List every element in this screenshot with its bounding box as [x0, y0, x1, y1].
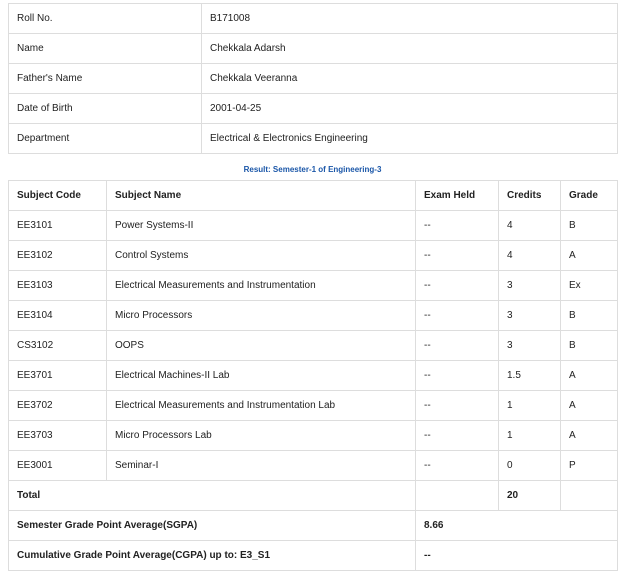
- total-grade: [561, 481, 618, 511]
- subject-code: EE3102: [9, 241, 107, 271]
- date-of-birth-value: 2001-04-25: [202, 94, 618, 124]
- table-row: [9, 421, 618, 451]
- credits: 1: [499, 391, 561, 421]
- credits: 1: [499, 421, 561, 451]
- grade: A: [561, 241, 618, 271]
- subject-name: Power Systems-II: [107, 211, 416, 241]
- subject-code: EE3702: [9, 391, 107, 421]
- grades-table: [8, 180, 618, 571]
- department-label: Department: [9, 124, 202, 154]
- sgpa-row: [9, 511, 618, 541]
- total-row: [9, 481, 618, 511]
- table-row: [9, 211, 618, 241]
- total-credits: 20: [499, 481, 561, 511]
- grade: A: [561, 361, 618, 391]
- student-info-table: [8, 3, 618, 154]
- subject-code: EE3703: [9, 421, 107, 451]
- credits: 1.5: [499, 361, 561, 391]
- table-row: [9, 391, 618, 421]
- subject-name: OOPS: [107, 331, 416, 361]
- date-of-birth-row: [9, 94, 618, 124]
- name-label: Name: [9, 34, 202, 64]
- subject-code: EE3001: [9, 451, 107, 481]
- grade: B: [561, 211, 618, 241]
- exam-held: --: [416, 331, 499, 361]
- roll-number-label: Roll No.: [9, 4, 202, 34]
- subject-name: Control Systems: [107, 241, 416, 271]
- father-name-label: Father's Name: [9, 64, 202, 94]
- grade-header: Grade: [561, 181, 618, 211]
- exam-held: --: [416, 421, 499, 451]
- name-value: Chekkala Adarsh: [202, 34, 618, 64]
- subject-name-header: Subject Name: [107, 181, 416, 211]
- subject-code: CS3102: [9, 331, 107, 361]
- credits: 3: [499, 331, 561, 361]
- exam-held: --: [416, 391, 499, 421]
- subject-code: EE3104: [9, 301, 107, 331]
- exam-held: --: [416, 361, 499, 391]
- grade: B: [561, 301, 618, 331]
- exam-held: --: [416, 451, 499, 481]
- subject-name: Micro Processors Lab: [107, 421, 416, 451]
- subject-code: EE3101: [9, 211, 107, 241]
- subject-name: Electrical Machines-II Lab: [107, 361, 416, 391]
- subject-code: EE3701: [9, 361, 107, 391]
- subject-name: Micro Processors: [107, 301, 416, 331]
- sgpa-label: Semester Grade Point Average(SGPA): [9, 511, 416, 541]
- grade: Ex: [561, 271, 618, 301]
- table-row: [9, 271, 618, 301]
- table-row: [9, 331, 618, 361]
- name-row: [9, 34, 618, 64]
- table-row: [9, 361, 618, 391]
- total-label: Total: [9, 481, 416, 511]
- exam-held: --: [416, 241, 499, 271]
- grades-header-row: [9, 181, 618, 211]
- credits-header: Credits: [499, 181, 561, 211]
- exam-held: --: [416, 301, 499, 331]
- subject-code-header: Subject Code: [9, 181, 107, 211]
- grade: B: [561, 331, 618, 361]
- total-exam-held: [416, 481, 499, 511]
- credits: 4: [499, 211, 561, 241]
- table-row: [9, 241, 618, 271]
- grade: A: [561, 421, 618, 451]
- grade: A: [561, 391, 618, 421]
- sgpa-value: 8.66: [416, 511, 618, 541]
- table-row: [9, 301, 618, 331]
- cgpa-label: Cumulative Grade Point Average(CGPA) up to: E3_S1: [9, 541, 416, 571]
- department-value: Electrical & Electronics Engineering: [202, 124, 618, 154]
- roll-number-value: B171008: [202, 4, 618, 34]
- subject-name: Electrical Measurements and Instrumentation: [107, 271, 416, 301]
- father-name-value: Chekkala Veeranna: [202, 64, 618, 94]
- credits: 0: [499, 451, 561, 481]
- subject-code: EE3103: [9, 271, 107, 301]
- table-row: [9, 451, 618, 481]
- department-row: [9, 124, 618, 154]
- exam-held-header: Exam Held: [416, 181, 499, 211]
- date-of-birth-label: Date of Birth: [9, 94, 202, 124]
- exam-held: --: [416, 211, 499, 241]
- subject-name: Electrical Measurements and Instrumentation Lab: [107, 391, 416, 421]
- subject-name: Seminar-I: [107, 451, 416, 481]
- result-title: Result: Semester-1 of Engineering-3: [243, 165, 382, 174]
- grade: P: [561, 451, 618, 481]
- father-name-row: [9, 64, 618, 94]
- cgpa-value: --: [416, 541, 618, 571]
- exam-held: --: [416, 271, 499, 301]
- roll-number-row: [9, 4, 618, 34]
- cgpa-row: [9, 541, 618, 571]
- credits: 3: [499, 301, 561, 331]
- credits: 3: [499, 271, 561, 301]
- credits: 4: [499, 241, 561, 271]
